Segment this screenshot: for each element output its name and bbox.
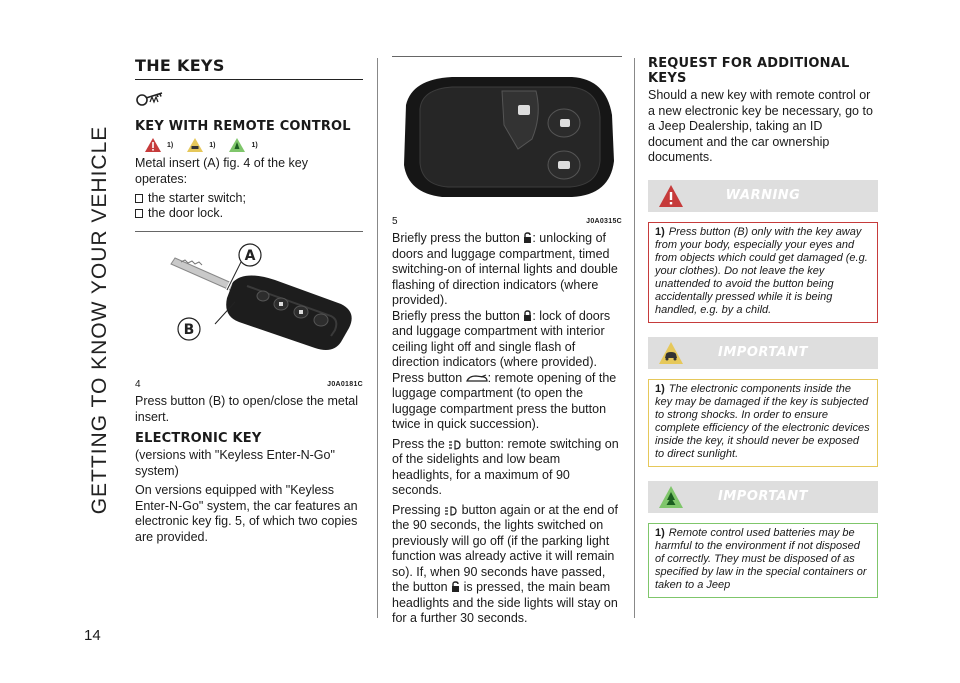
section-side-title bbox=[80, 40, 120, 600]
unlock-icon bbox=[451, 581, 460, 593]
column-1 bbox=[135, 56, 363, 549]
bullet-square-icon bbox=[135, 209, 143, 218]
important-box: 1) The electronic components inside the key may be damaged if the key is subjected to strong shocks. In order to ensure complete efficiency of the electronic devices inside the key, it should never be exposed to direct sunlight. bbox=[648, 379, 878, 467]
figure-caption bbox=[135, 377, 363, 394]
paragraph: Briefly press the button : unlocking of doors and luggage compartment, timed switching-on of internal lights and double flashing of direction indicators (where provided). bbox=[392, 231, 618, 307]
paragraph: Briefly press the button : lock of doors and luggage compartment with interior ceiling light off and single flash of direction indicators (where provided). bbox=[392, 308, 611, 369]
paragraph: On versions equipped with "Keyless Enter-N-Go" system, the car features an electronic key fig. 5, of which two copies are provided. bbox=[135, 483, 358, 544]
symbol-refs bbox=[145, 138, 363, 152]
paragraph: Should a new key with remote control or a new electronic key be necessary, go to a Jeep Dealership, taking an ID document and the car ownership documents. bbox=[648, 88, 873, 164]
key-with-remote-illustration bbox=[135, 232, 363, 372]
bullet-item: the starter switch; bbox=[135, 191, 363, 206]
symbol-ref: 1) bbox=[251, 141, 258, 149]
section-side-title-text: GETTING TO KNOW YOUR VEHICLE bbox=[88, 125, 111, 515]
column-divider bbox=[377, 58, 378, 618]
column-divider bbox=[634, 58, 635, 618]
paragraph: Metal insert (A) fig. 4 of the key operates: bbox=[135, 156, 308, 186]
callout-b: B bbox=[183, 322, 195, 338]
car-important-icon bbox=[187, 138, 203, 152]
section-title: THE KEYS bbox=[135, 56, 363, 80]
warning-triangle-icon bbox=[145, 138, 161, 152]
callout-a: A bbox=[244, 248, 256, 264]
bullet-item: the door lock. bbox=[135, 206, 363, 221]
bullet-square-icon bbox=[135, 194, 143, 203]
symbol-ref: 1) bbox=[209, 141, 216, 149]
trunk-icon bbox=[466, 374, 488, 384]
subsection-title: KEY WITH REMOTE CONTROL bbox=[135, 119, 351, 134]
paragraph: Press button : remote opening of the luggage compartment (to open the luggage compartment press the button twice in quick succession). bbox=[392, 370, 617, 431]
unlock-icon bbox=[523, 232, 532, 244]
page-number: 14 bbox=[84, 627, 101, 644]
paragraph: (versions with "Keyless Enter-N-Go" system) bbox=[135, 448, 335, 478]
subsection-title: ELECTRONIC KEY bbox=[135, 431, 262, 446]
headlights-icon bbox=[448, 440, 462, 450]
warning-header: WARNING bbox=[648, 180, 878, 212]
important-header: IMPORTANT bbox=[648, 337, 878, 369]
figure-code: J0A0181C bbox=[327, 381, 363, 388]
paragraph: Press the button: remote switching on of the sidelights and low beam headlights, for a maximum of 90 seconds. bbox=[392, 436, 619, 497]
electronic-key-illustration bbox=[392, 65, 622, 209]
environment-icon bbox=[229, 138, 245, 152]
figure-number: 5 bbox=[392, 216, 398, 227]
figure-5 bbox=[392, 56, 622, 231]
lock-icon bbox=[523, 310, 532, 322]
paragraph: Press button (B) to open/close the metal insert. bbox=[135, 394, 359, 424]
section-title: REQUEST FOR ADDITIONAL KEYS bbox=[648, 56, 850, 86]
column-3 bbox=[648, 56, 878, 598]
paragraph: Pressing button again or at the end of the 90 seconds, the lights switched on previously will go off (if the parking light function was already active it will remain so). If, when 90 seconds have passed, the button is pressed, the main beam headlights and the side lights will stay on for a further 30 seconds. bbox=[392, 502, 618, 625]
figure-4 bbox=[135, 231, 363, 394]
headlights-icon bbox=[444, 506, 458, 516]
figure-caption bbox=[392, 214, 622, 231]
column-2 bbox=[392, 56, 622, 631]
figure-number: 4 bbox=[135, 379, 141, 390]
figure-code: J0A0315C bbox=[586, 218, 622, 225]
environment-icon bbox=[658, 485, 684, 509]
key-icon bbox=[135, 88, 363, 113]
warning-triangle-icon bbox=[658, 184, 684, 208]
symbol-ref: 1) bbox=[167, 141, 174, 149]
car-important-icon bbox=[658, 341, 684, 365]
important-box: 1) Remote control used batteries may be harmful to the environment if not disposed of correctly. They must be disposed of as specified by law in the special containers or taken to a Jeep bbox=[648, 523, 878, 598]
important-header: IMPORTANT bbox=[648, 481, 878, 513]
warning-box: 1) Press button (B) only with the key away from your body, especially your eyes and from objects which could get damaged (e.g. your clothes). Do not leave the key unattended to avoid the button being accidentally pressed while it is being handled, e.g. by a child. bbox=[648, 222, 878, 323]
